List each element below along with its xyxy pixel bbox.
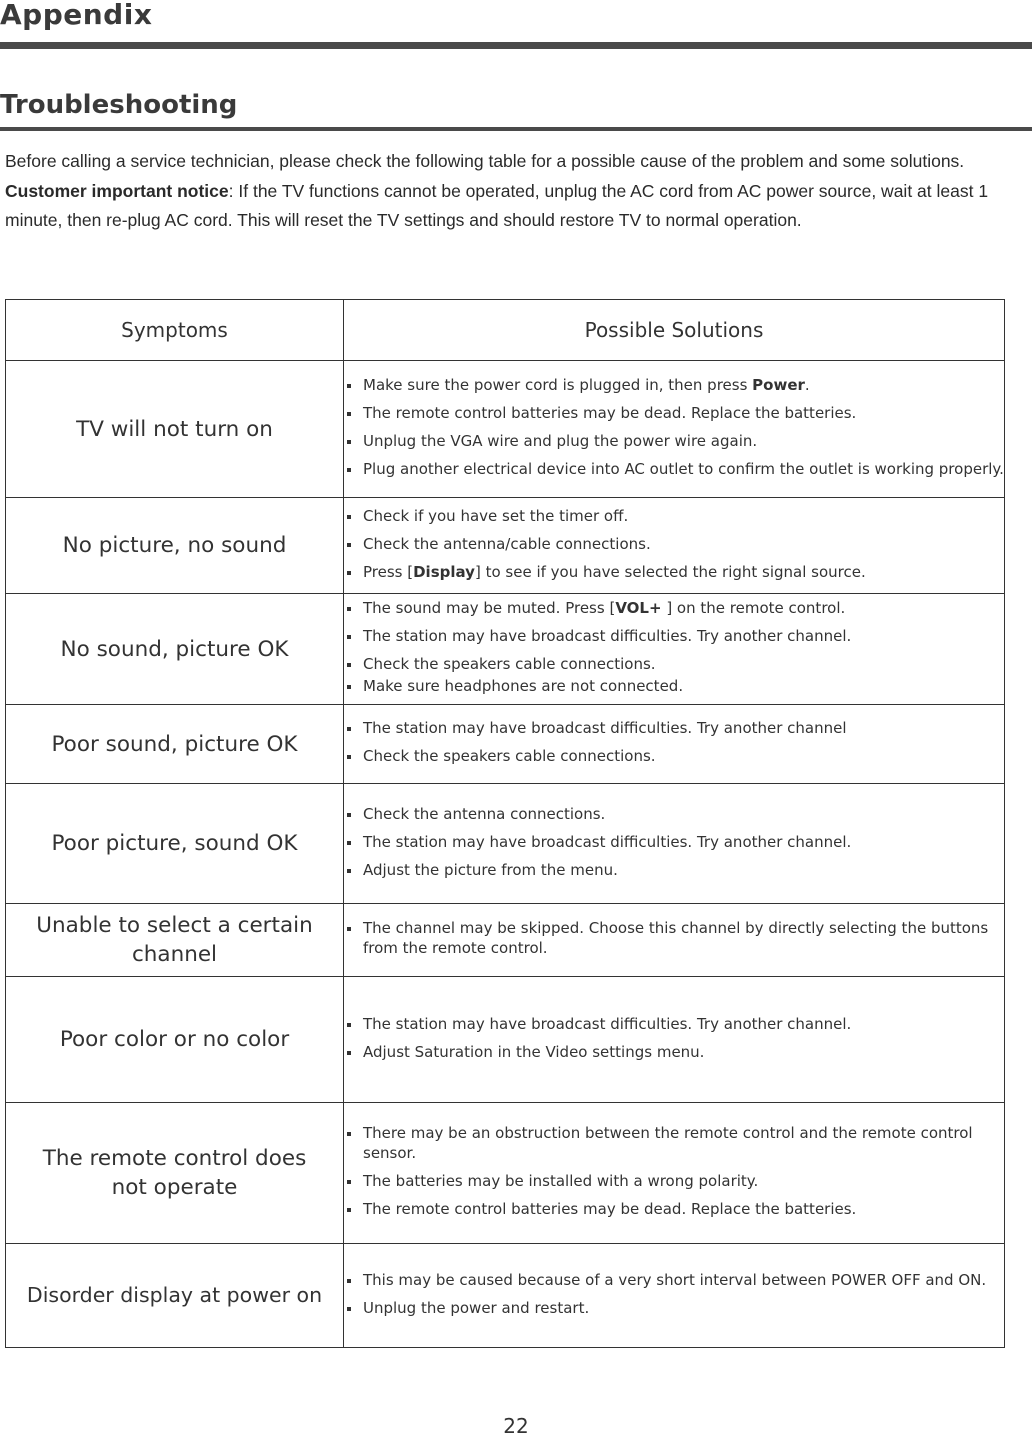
list-item: Check the antenna/cable connections.: [344, 534, 1004, 554]
page-number: 22: [503, 1414, 529, 1438]
table-row: [6, 784, 1005, 904]
list-item: The station may have broadcast difficulties. Try another channel: [344, 718, 1004, 738]
list-item: The batteries may be installed with a wrong polarity.: [344, 1171, 1004, 1191]
list-item: Check the speakers cable connections.: [344, 746, 1004, 766]
section-rule: [0, 127, 1032, 131]
solution-cell: [344, 361, 1005, 498]
symptom-line: Unable to select a certain: [36, 913, 313, 938]
troubleshooting-table: [5, 299, 1005, 1348]
table-row: [6, 705, 1005, 784]
list-item: [344, 598, 1004, 618]
symptom-cell: Disorder display at power on: [6, 1244, 344, 1348]
list-item: [344, 562, 1004, 582]
list-item: This may be caused because of a very short interval between POWER OFF and ON.: [344, 1270, 1004, 1290]
list-item: Plug another electrical device into AC outlet to confirm the outlet is working properly.: [344, 459, 1004, 479]
solution-cell: [344, 784, 1005, 904]
solution-text: The sound may be muted. Press [: [363, 599, 616, 617]
solution-text: ] to see if you have selected the right signal source.: [474, 562, 866, 581]
solution-cell: [344, 594, 1005, 705]
list-item: Adjust Saturation in the Video settings menu.: [344, 1042, 1004, 1062]
symptoms-header: Symptoms: [6, 300, 344, 361]
solution-list: [344, 918, 1004, 958]
table-row: [6, 594, 1005, 705]
display-key-label: Display: [413, 562, 475, 581]
solution-cell: [344, 498, 1005, 594]
solution-cell: [344, 705, 1005, 784]
table-row: [6, 1244, 1005, 1348]
notice-paragraph: [5, 177, 1015, 236]
list-item: There may be an obstruction between the remote control and the remote control sensor.: [344, 1123, 1004, 1163]
solution-list: [344, 718, 1004, 766]
solution-cell: [344, 1244, 1005, 1348]
power-key-label: Power: [752, 376, 805, 394]
symptom-cell: [6, 1103, 344, 1244]
intro-text: [5, 147, 1015, 236]
solution-list: [344, 375, 1004, 479]
notice-text: : If the TV functions cannot be operated, unplug the AC cord from AC power source, wait at least 1 minute, then re-plug AC cord. This will reset the TV settings and should restore TV to normal operation.: [5, 180, 989, 230]
symptom-line: The remote control does: [42, 1146, 307, 1171]
list-item: The station may have broadcast difficulties. Try another channel.: [344, 832, 1004, 852]
table-row: [6, 1103, 1005, 1244]
troubleshooting-heading: Troubleshooting: [0, 90, 238, 120]
list-item: Unplug the power and restart.: [344, 1298, 1004, 1318]
solution-cell: [344, 977, 1005, 1103]
symptom-cell: No sound, picture OK: [6, 594, 344, 705]
symptom-cell: No picture, no sound: [6, 498, 344, 594]
table-row: [6, 498, 1005, 594]
symptom-cell: Poor picture, sound OK: [6, 784, 344, 904]
symptom-line: not operate: [111, 1175, 238, 1200]
list-item: Check if you have set the timer off.: [344, 506, 1004, 526]
solutions-header: Possible Solutions: [344, 300, 1005, 361]
solution-list: [344, 804, 1004, 880]
symptom-cell: Poor sound, picture OK: [6, 705, 344, 784]
solution-cell: [344, 904, 1005, 977]
solution-list: [344, 1270, 1004, 1318]
table-row: [6, 904, 1005, 977]
solution-list: [344, 506, 1004, 582]
solution-text: .: [804, 376, 810, 394]
solution-cell: [344, 1103, 1005, 1244]
list-item: The remote control batteries may be dead. Replace the batteries.: [344, 403, 1004, 423]
list-item: Adjust the picture from the menu.: [344, 860, 1004, 880]
table-row: [6, 977, 1005, 1103]
symptom-line: channel: [131, 942, 218, 967]
list-item: The station may have broadcast difficulties. Try another channel.: [344, 626, 1004, 646]
notice-label: Customer important notice: [5, 180, 229, 201]
intro-paragraph: Before calling a service technician, please check the following table for a possible cause of the problem and some solutions.: [5, 151, 965, 171]
solution-text: Press [: [363, 562, 414, 581]
list-item: Check the speakers cable connections.: [344, 654, 1004, 674]
list-item: The station may have broadcast difficulties. Try another channel.: [344, 1014, 1004, 1034]
list-item: [344, 375, 1004, 395]
list-item: Make sure headphones are not connected.: [344, 676, 1004, 696]
appendix-heading: Appendix: [0, 0, 153, 31]
list-item: The channel may be skipped. Choose this channel by directly selecting the buttons from the remote control.: [344, 918, 1004, 958]
table-row: [6, 361, 1005, 498]
solution-list: [344, 598, 1004, 696]
symptom-cell: Poor color or no color: [6, 977, 344, 1103]
table-header-row: [6, 300, 1005, 361]
vol-key-label: VOL+: [615, 599, 662, 617]
symptom-cell: [6, 904, 344, 977]
solution-list: [344, 1123, 1004, 1219]
solution-list: [344, 1014, 1004, 1062]
list-item: The remote control batteries may be dead. Replace the batteries.: [344, 1199, 1004, 1219]
heading-rule: [0, 42, 1032, 49]
solution-text: Make sure the power cord is plugged in, then press: [363, 376, 753, 394]
symptom-cell: TV will not turn on: [6, 361, 344, 498]
list-item: Check the antenna connections.: [344, 804, 1004, 824]
solution-text: ] on the remote control.: [661, 599, 846, 617]
list-item: Unplug the VGA wire and plug the power wire again.: [344, 431, 1004, 451]
